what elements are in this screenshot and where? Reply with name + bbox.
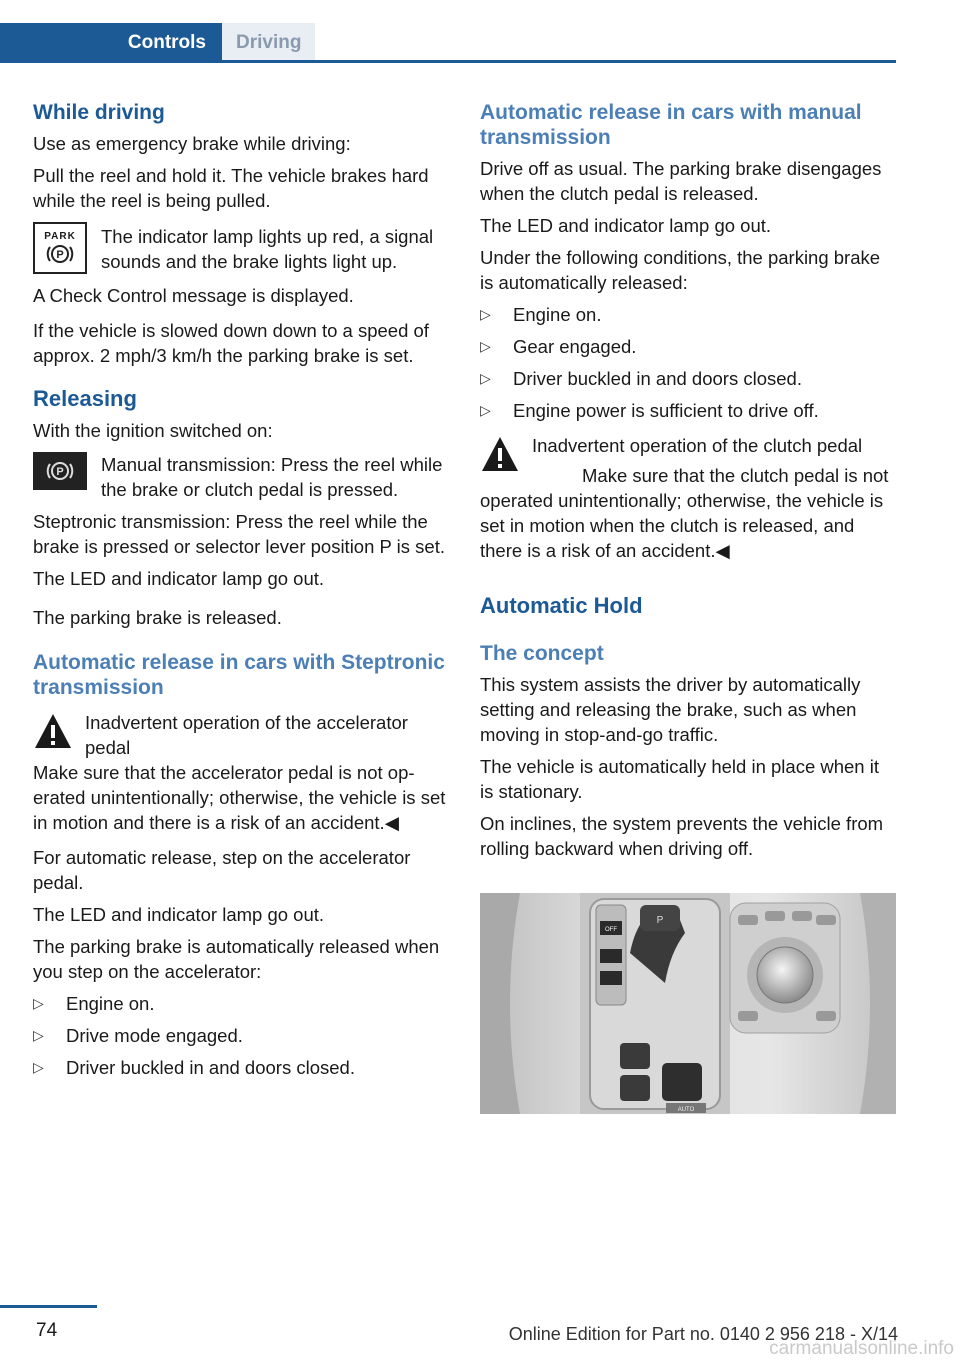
bullet-icon: ▷ xyxy=(480,370,491,386)
bullet-icon: ▷ xyxy=(33,1059,44,1075)
warning-triangle-icon xyxy=(33,712,73,750)
paragraph: The LED and indicator lamp go out. xyxy=(33,904,325,925)
icon-note-text: The indicator lamp lights up red, a signal sounds and the brake lights light up. xyxy=(101,226,434,272)
edition-note: Online Edition for Part no. 0140 2 956 218 - X/14 xyxy=(508,1324,898,1344)
heading-the-concept: The concept xyxy=(480,642,604,665)
paragraph: Drive off as usual. The parking brake disengages when the clutch pedal is released. xyxy=(480,158,882,204)
svg-text:P: P xyxy=(56,466,64,478)
left-column xyxy=(33,100,447,1087)
bullet-icon: ▷ xyxy=(33,1027,44,1043)
tab-controls[interactable]: Controls xyxy=(0,23,222,63)
bullet-icon: ▷ xyxy=(33,995,44,1011)
paragraph: Steptronic transmission: Press the reel while the brake is pressed or selector lever position P is set. xyxy=(33,511,445,557)
warning-text: Make sure that the accelerator pedal is not operated unintentionally; otherwise, the vehicle is set in motion and there is a risk of an accident.◀ xyxy=(33,762,446,833)
p-circle-icon xyxy=(46,243,74,265)
console-illustration xyxy=(480,893,896,1114)
paragraph: This system assists the driver by automatically setting and releasing the brake, such as when moving in stop-and-go traffic. xyxy=(480,674,861,745)
list-item: ▷ Driver buckled in and doors closed. xyxy=(480,368,802,389)
footer-rule xyxy=(0,1305,97,1308)
warning-text: Make sure that the clutch pedal is not operated unintentionally; otherwise, the vehicle is set in motion when the clutch is released, and there is a risk of an accident.◀ xyxy=(480,465,889,561)
heading-automatic-hold: Automatic Hold xyxy=(480,593,643,618)
paragraph: Use as emergency brake while driving: xyxy=(33,133,351,154)
right-column xyxy=(480,100,896,868)
paragraph: The LED and indicator lamp go out. xyxy=(33,568,325,589)
park-label: PARK xyxy=(44,231,76,242)
warning-triangle-icon xyxy=(480,435,520,473)
auto-label: AUTO xyxy=(677,1107,695,1113)
paragraph: The parking brake is released. xyxy=(33,607,282,628)
warning-accelerator xyxy=(33,710,447,835)
list-item: ▷ Engine power is sufficient to drive off. xyxy=(480,400,819,421)
park-brake-icon xyxy=(33,222,87,274)
paragraph: Under the following conditions, the parking brake is automatically released: xyxy=(480,247,881,293)
bullet-icon: ▷ xyxy=(480,338,491,354)
paragraph: Pull the reel and hold it. The vehicle brakes hard while the reel is being pulled. xyxy=(33,165,429,211)
bullet-icon: ▷ xyxy=(480,306,491,322)
paragraph: The parking brake is automatically released when you step on the accelerator: xyxy=(33,936,440,982)
list-item: ▷ Engine on. xyxy=(480,304,602,325)
p-circle-icon xyxy=(46,460,74,482)
watermark: carmanualsonline.info xyxy=(769,1338,954,1359)
release-reel-note xyxy=(33,450,447,502)
brake-reel-icon xyxy=(33,452,87,490)
heading-while-driving: While driving xyxy=(33,101,165,124)
page-header xyxy=(0,0,896,64)
warning-title: Inadvertent operation of the accelerator pedal xyxy=(85,712,408,758)
list-item: ▷ Driver buckled in and doors closed. xyxy=(33,1057,355,1078)
header-rule xyxy=(0,60,896,63)
paragraph: With the ignition switched on: xyxy=(33,420,273,441)
list-item: ▷ Drive mode engaged. xyxy=(33,1025,243,1046)
svg-text:P: P xyxy=(56,249,64,261)
release-conditions-list xyxy=(33,991,447,1080)
heading-releasing: Releasing xyxy=(33,386,137,411)
center-console-photo xyxy=(480,893,896,1114)
warning-clutch xyxy=(480,433,896,563)
park-indicator-note xyxy=(33,220,447,276)
paragraph: For automatic release, step on the accelerator pedal. xyxy=(33,847,411,893)
p-button-label: P xyxy=(656,915,664,926)
paragraph: On inclines, the system prevents the vehicle from rolling backward when driving off. xyxy=(480,813,884,859)
page-number: 74 xyxy=(36,1320,58,1341)
bullet-icon: ▷ xyxy=(480,402,491,418)
list-item: ▷ Engine on. xyxy=(33,993,155,1014)
tab-driving[interactable]: Driving xyxy=(222,23,315,63)
heading-auto-release-steptronic: Automatic release in cars with Steptronic transmission xyxy=(33,651,445,699)
icon-note-text: Manual transmission: Press the reel while the brake or clutch pedal is pressed. xyxy=(101,454,443,500)
manual-release-conditions-list xyxy=(480,302,896,423)
off-label: OFF xyxy=(605,927,617,933)
heading-auto-release-manual: Automatic release in cars with manual transmission xyxy=(480,101,862,149)
paragraph: The LED and indicator lamp go out. xyxy=(480,215,772,236)
warning-title: Inadvertent operation of the clutch pedal xyxy=(532,435,863,456)
paragraph: The vehicle is automatically held in place when it is stationary. xyxy=(480,756,879,802)
paragraph: A Check Control message is displayed. xyxy=(33,285,354,306)
list-item: ▷ Gear engaged. xyxy=(480,336,637,357)
paragraph: If the vehicle is slowed down down to a speed of approx. 2 mph/3 km/h the parking brake is set. xyxy=(33,320,429,366)
